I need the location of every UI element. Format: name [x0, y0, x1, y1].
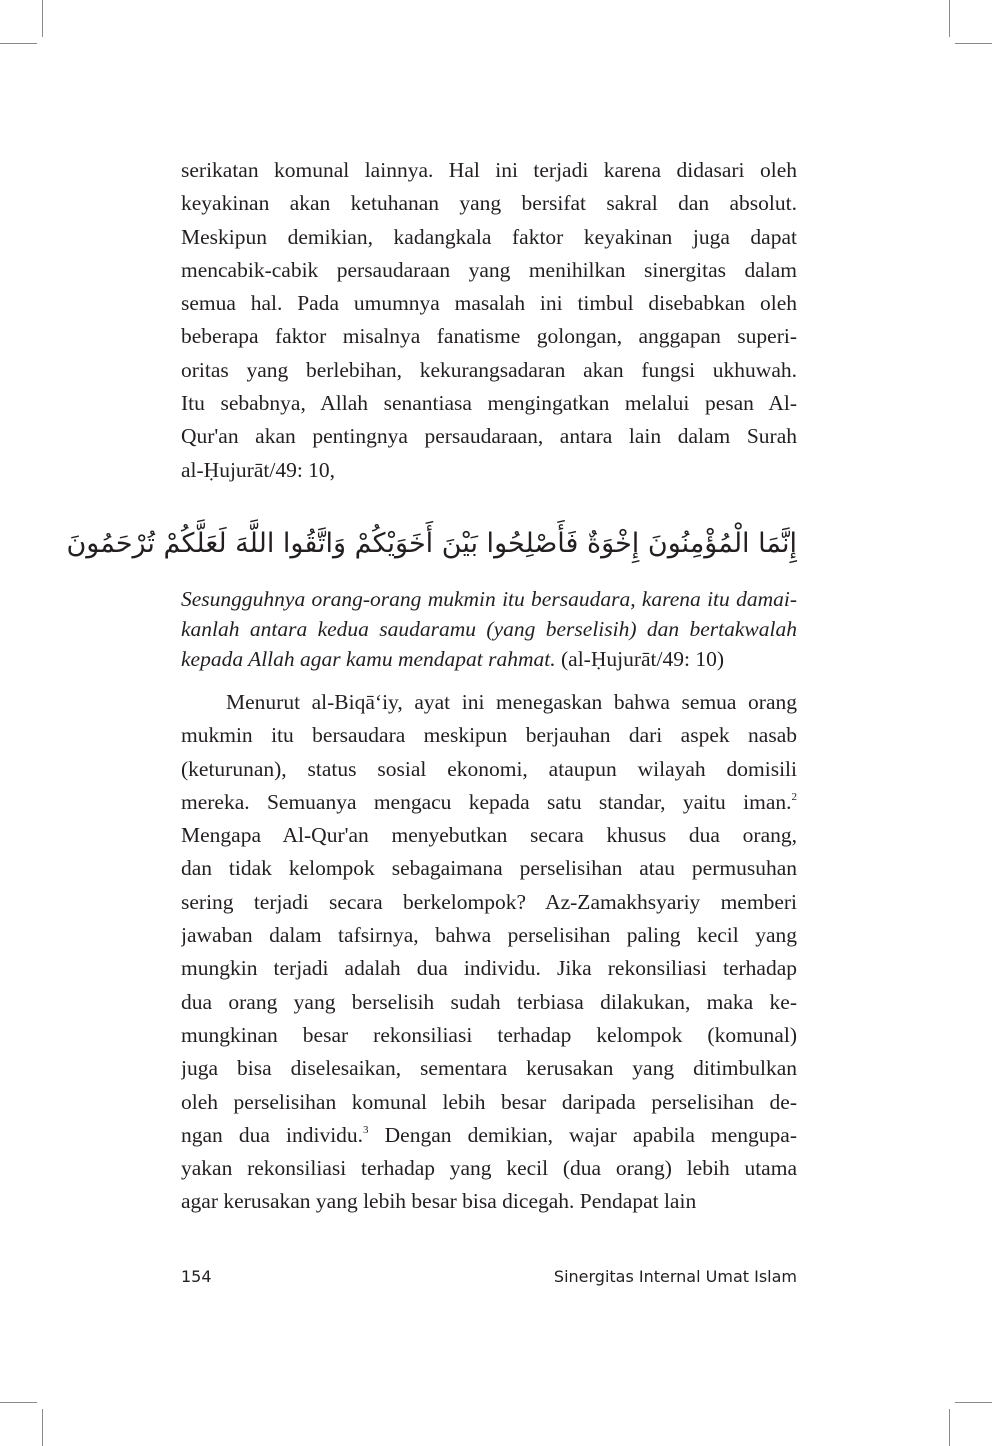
crop-mark	[955, 1402, 992, 1403]
text-line	[181, 986, 797, 1019]
line-text: mungkinan besar rekonsiliasi terhadap kelompok (komunal)	[181, 1022, 797, 1047]
paragraph-2	[181, 686, 797, 1219]
line-text: dua orang yang berselisih sudah terbiasa dilakukan, maka ke-	[181, 989, 797, 1014]
line-text: jawaban dalam tafsirnya, bahwa perselisihan paling kecil yang	[181, 923, 797, 948]
text-line	[181, 719, 797, 752]
text-line	[181, 1119, 797, 1152]
text-line	[181, 686, 797, 719]
crop-mark	[42, 0, 43, 37]
text-line: oritas yang berlebihan, kekurangsadaran akan fungsi ukhuwah.	[181, 357, 797, 382]
line-text: dan tidak kelompok sebagaimana perselisihan atau permusuhan	[181, 856, 797, 881]
line-text: mungkin terjadi adalah dua individu. Jika rekonsiliasi terhadap	[181, 956, 797, 981]
text-line	[181, 1152, 797, 1185]
verse-reference: (al-Ḥujurāt/49: 10)	[555, 647, 724, 672]
text-line	[181, 753, 797, 786]
text-line: al-Ḥujurāt/49: 10,	[181, 457, 336, 482]
crop-mark	[42, 1409, 43, 1446]
translation-italic-text: kanlah antara kedua saudaramu (yang berselisih) dan bertakwalah	[181, 617, 797, 642]
translation-italic-text: Sesungguhnya orang-orang mukmin itu bersaudara, karena itu damai-	[181, 587, 797, 611]
text-line	[181, 852, 797, 885]
text-line: Itu sebabnya, Allah senantiasa mengingatkan melalui pesan Al-	[181, 391, 797, 416]
text-line	[181, 952, 797, 985]
line-text: agar kerusakan yang lebih besar bisa dicegah. Pendapat lain	[181, 1189, 697, 1214]
translation-italic-text: kepada Allah agar kamu mendapat rahmat.	[181, 647, 556, 672]
translation-line	[181, 644, 797, 674]
paragraph-1	[181, 154, 797, 487]
line-text: Dengan demikian, wajar apabila mengupa-	[368, 1122, 797, 1147]
text-line	[181, 1086, 797, 1119]
text-line: keyakinan akan ketuhanan yang bersifat sakral dan absolut.	[181, 191, 797, 216]
crop-mark	[0, 43, 37, 44]
text-line	[181, 1052, 797, 1085]
line-text: Menurut al-Biqā‘iy, ayat ini menegaskan bahwa semua orang	[226, 690, 797, 714]
text-line	[181, 886, 797, 919]
text-line	[181, 786, 797, 819]
translation-line	[181, 614, 797, 644]
line-text: mukmin itu bersaudara meskipun berjauhan dari aspek nasab	[181, 723, 797, 748]
text-line	[181, 1185, 797, 1218]
crop-mark	[0, 1402, 37, 1403]
running-title: Sinergitas Internal Umat Islam	[553, 1267, 797, 1286]
line-text: sering terjadi secara berkelompok? Az-Zamakhsyariy memberi	[181, 889, 797, 914]
text-line	[181, 919, 797, 952]
line-text: (keturunan), status sosial ekonomi, ataupun wilayah domisili	[181, 756, 797, 781]
text-line	[181, 819, 797, 852]
line-text: juga bisa diselesaikan, sementara kerusakan yang ditimbulkan	[181, 1056, 797, 1081]
crop-mark	[955, 43, 992, 44]
footnote-ref: 3	[363, 1123, 369, 1136]
page-number: 154	[181, 1267, 212, 1286]
crop-mark	[949, 0, 950, 37]
text-line: beberapa faktor misalnya fanatisme golongan, anggapan superi-	[181, 324, 797, 349]
verse-translation	[181, 584, 797, 675]
text-line: Qur'an akan pentingnya persaudaraan, antara lain dalam Surah	[181, 424, 797, 449]
line-text: ngan dua individu.	[181, 1122, 364, 1147]
text-line	[181, 1019, 797, 1052]
line-text: Mengapa Al-Qur'an menyebutkan secara khusus dua orang,	[181, 823, 797, 848]
translation-line	[181, 584, 797, 614]
text-line: semua hal. Pada umumnya masalah ini timbul disebabkan oleh	[181, 291, 797, 316]
arabic-verse: إِنَّمَا الْمُؤْمِنُونَ إِخْوَةٌ فَأَصْلِحُوا بَيْنَ أَخَوَيْكُمْ وَاتَّقُوا اللَّهَ لَعَلَّكُمْ تُرْحَمُونَ	[66, 528, 797, 559]
line-text: oleh perselisihan komunal lebih besar daripada perselisihan de-	[181, 1089, 797, 1114]
text-line: Meskipun demikian, kadangkala faktor keyakinan juga dapat	[181, 224, 797, 249]
crop-mark	[949, 1409, 950, 1446]
line-text: yakan rekonsiliasi terhadap yang kecil (dua orang) lebih utama	[181, 1156, 797, 1181]
footnote-ref: 2	[791, 790, 797, 803]
text-line: serikatan komunal lainnya. Hal ini terjadi karena didasari oleh	[181, 158, 797, 182]
text-line: mencabik-cabik persaudaraan yang menihilkan sinergitas dalam	[181, 257, 797, 282]
line-text: mereka. Semuanya mengacu kepada satu standar, yaitu iman.	[181, 789, 792, 814]
